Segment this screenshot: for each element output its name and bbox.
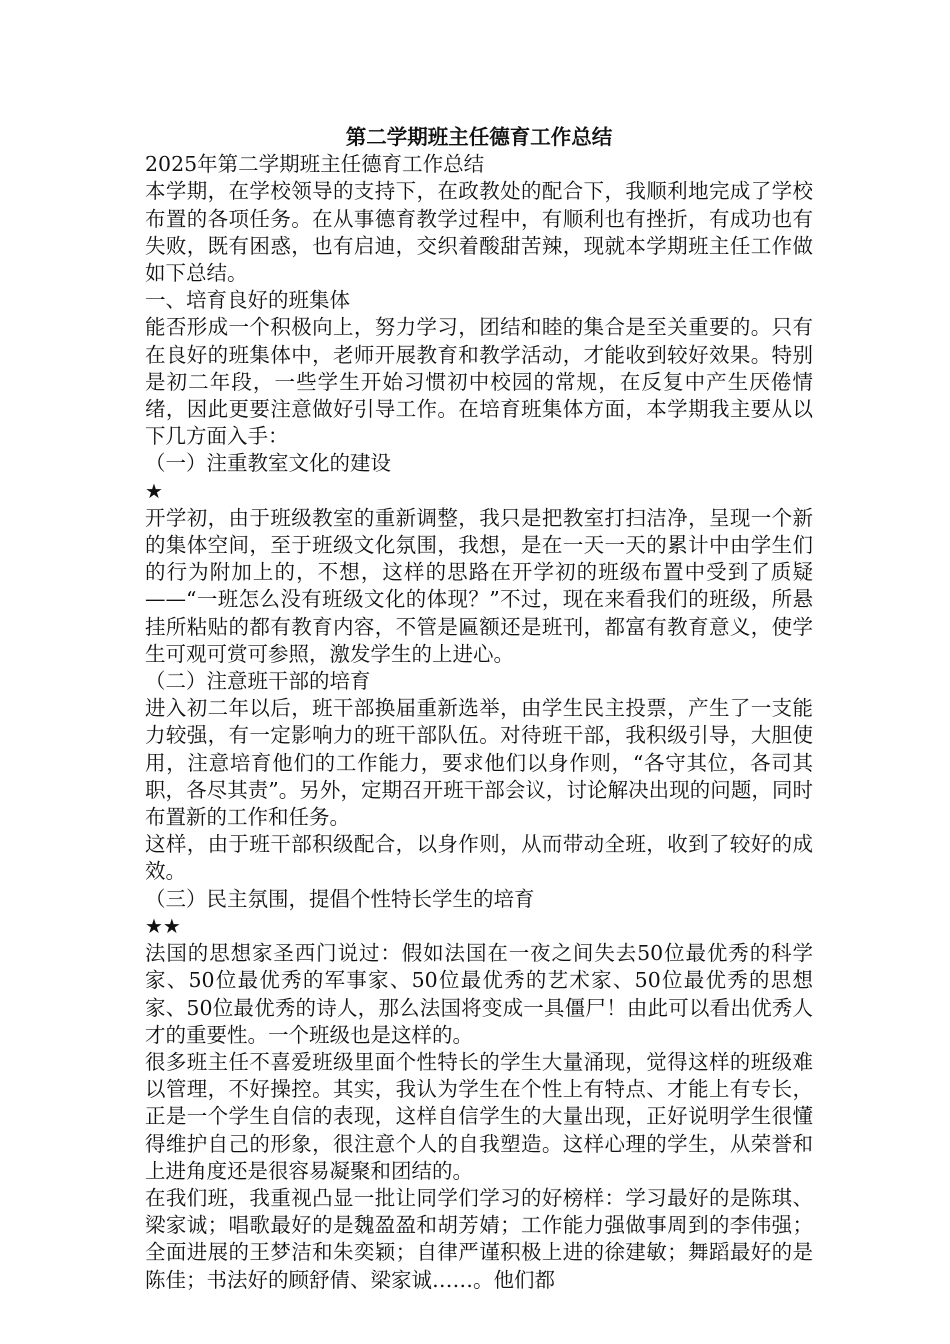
paragraph-intro: 本学期，在学校领导的支持下，在政教处的配合下，我顺利地完成了学校布置的各项任务。在从事德育教学过程中，有顺利也有挫折，有成功也有失败，既有困惑，也有启迪，交织着酸甜苦辣，现就本学期班主任工作做如下总结。 [145,179,813,286]
paragraph-cadres-result: 这样，由于班干部积级配合，以身作则，从而带动全班，收到了较好的成效。 [145,832,813,884]
section-heading-1: 一、培育良好的班集体 [145,288,350,313]
subsection-heading-2: （二）注意班干部的培育 [145,669,371,694]
document-title: 第二学期班主任德育工作总结 [345,125,613,149]
document-body [145,124,813,1294]
document-subtitle: 2025年第二学期班主任德育工作总结 [145,152,485,177]
paragraph-class-cadres: 进入初二年以后，班干部换届重新选举，由学生民主投票，产生了一支能力较强，有一定影响力的班干部队伍。对待班干部，我积级引导，大胆使用，注意培育他们的工作能力，要求他们以身作则，“各守其位，各司其职，各尽其责”。另外，定期召开班干部会议，讨论解决出现的问题，同时布置新的工作和任务。 [145,696,813,830]
paragraph-classroom-culture: 开学初，由于班级教室的重新调整，我只是把教室打扫洁净，呈现一个新的集体空间，至于班级文化氛围，我想，是在一天一天的累计中由学生们的行为附加上的，不想，这样的思路在开学初的班级布置中受到了质疑——“一班怎么没有班级文化的体现？”不过，现在来看我们的班级，所悬挂所粘贴的都有教育内容，不管是匾额还是班刊，都富有教育意义，使学生可观可赏可参照，激发学生的上进心。 [145,505,813,666]
paragraph-individuality: 很多班主任不喜爱班级里面个性特长的学生大量涌现，觉得这样的班级难以管理，不好操控。其实，我认为学生在个性上有特点、才能上有专长，正是一个学生自信的表现，这样自信学生的大量出现，正好说明学生很懂得维护自己的形象，很注意个人的自我塑造。这样心理的学生，从荣誉和上进角度还是很容易凝聚和团结的。 [145,1049,813,1183]
subsection-heading-1: （一）注重教室文化的建设 [145,451,391,476]
subsection-heading-3: （三）民主氛围，提倡个性特长学生的培育 [145,886,535,911]
paragraph-class-collective: 能否形成一个积极向上，努力学习，团结和睦的集合是至关重要的。只有在良好的班集体中，老师开展教育和教学活动，才能收到较好效果。特别是初二年段，一些学生开始习惯初中校园的常规，在反复中产生厌倦情绪，因此更要注意做好引导工作。在培育班集体方面，本学期我主要从以下几方面入手： [145,315,813,449]
paragraph-saint-simon: 法国的思想家圣西门说过：假如法国在一夜之间失去50位最优秀的科学家、50位最优秀的军事家、50位最优秀的艺术家、50位最优秀的思想家、50位最优秀的诗人，那么法国将变成一具僵尸！由此可以看出优秀人才的重要性。一个班级也是这样的。 [145,941,813,1047]
paragraph-role-models: 在我们班，我重视凸显一批让同学们学习的好榜样：学习最好的是陈琪、梁家诚；唱歌最好的是魏盈盈和胡芳婧；工作能力强做事周到的李伟强；全面进展的王梦洁和朱奕颖；自律严谨积极上进的徐建敏；舞蹈最好的是陈佳；书法好的顾舒倩、梁家诚……。他们都 [145,1185,813,1292]
star-marker: ★ [145,478,163,503]
double-star-marker: ★★ [145,913,181,938]
